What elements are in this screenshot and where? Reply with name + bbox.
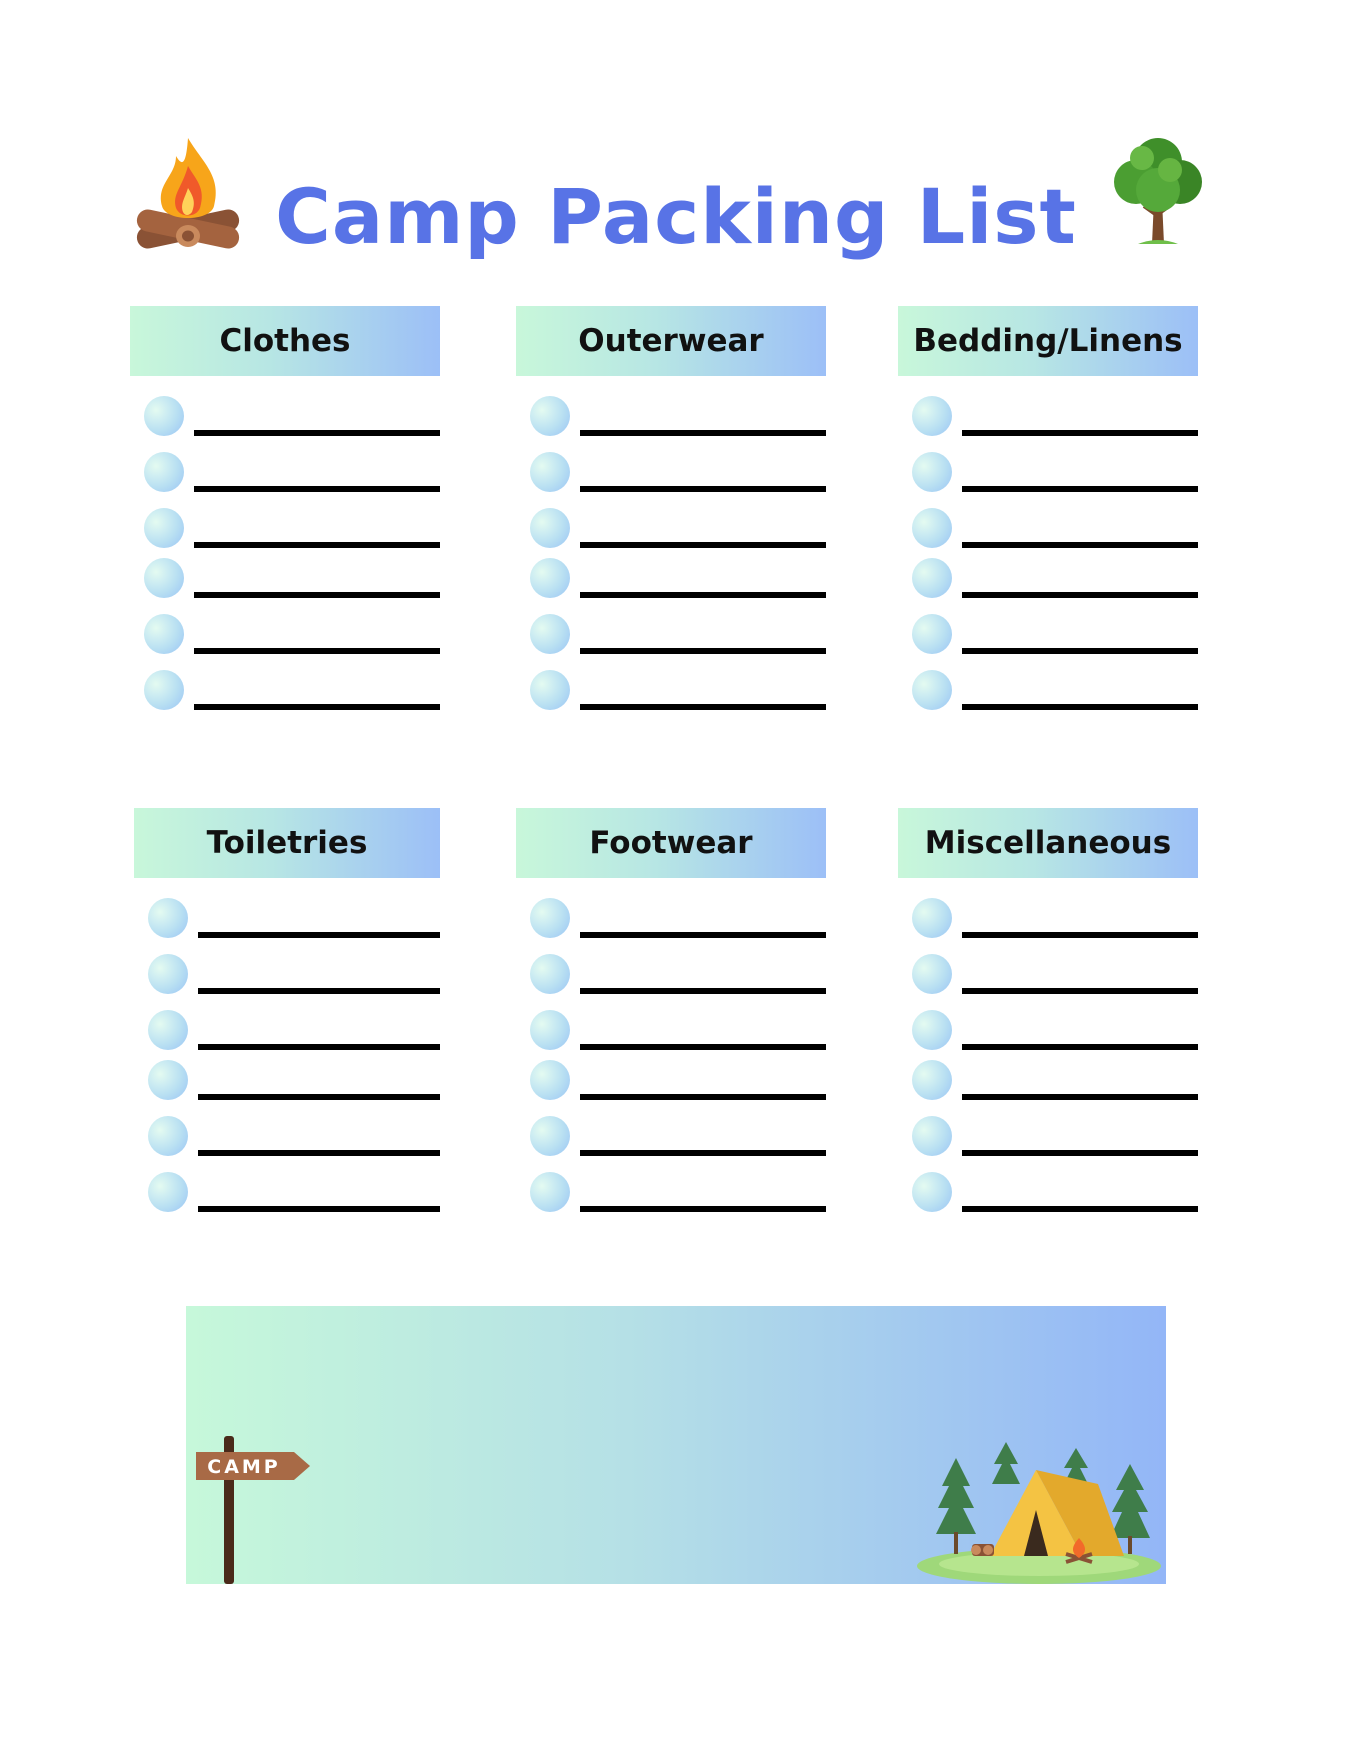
section-miscellaneous <box>898 808 1198 1220</box>
campfire-icon <box>132 132 244 252</box>
checkbox-circle[interactable] <box>144 614 184 654</box>
checklist-item[interactable] <box>130 394 440 450</box>
checklist-item[interactable] <box>898 450 1198 506</box>
notes-banner <box>186 1306 1166 1584</box>
section-title: Clothes <box>219 323 351 359</box>
checklist <box>516 394 826 718</box>
write-line[interactable] <box>580 542 826 548</box>
checkbox-circle[interactable] <box>530 954 570 994</box>
page-title: Camp Packing List <box>275 171 1077 261</box>
write-line[interactable] <box>580 430 826 436</box>
write-line[interactable] <box>962 704 1198 710</box>
checklist <box>130 394 440 718</box>
checkbox-circle[interactable] <box>530 396 570 436</box>
write-line[interactable] <box>580 1094 826 1100</box>
checklist-item[interactable] <box>516 556 826 612</box>
write-line[interactable] <box>198 1044 440 1050</box>
write-line[interactable] <box>962 1094 1198 1100</box>
checkbox-circle[interactable] <box>530 1116 570 1156</box>
checkbox-circle[interactable] <box>912 614 952 654</box>
write-line[interactable] <box>194 648 440 654</box>
checkbox-circle[interactable] <box>912 1060 952 1100</box>
checklist <box>134 896 440 1220</box>
section-header <box>516 306 826 376</box>
checklist-item[interactable] <box>516 612 826 668</box>
checklist-item[interactable] <box>516 1114 826 1170</box>
section-header <box>898 306 1198 376</box>
checklist-item[interactable] <box>130 668 440 718</box>
checkbox-circle[interactable] <box>530 614 570 654</box>
write-line[interactable] <box>962 592 1198 598</box>
checkbox-circle[interactable] <box>912 452 952 492</box>
checkbox-circle[interactable] <box>144 558 184 598</box>
checklist-item[interactable] <box>898 1058 1198 1114</box>
write-line[interactable] <box>580 1044 826 1050</box>
write-line[interactable] <box>580 704 826 710</box>
section-footwear <box>516 808 826 1220</box>
checkbox-circle[interactable] <box>144 508 184 548</box>
checkbox-circle[interactable] <box>912 1010 952 1050</box>
write-line[interactable] <box>198 988 440 994</box>
section-header <box>134 808 440 878</box>
checkbox-circle[interactable] <box>148 898 188 938</box>
write-line[interactable] <box>194 704 440 710</box>
checklist-item[interactable] <box>516 896 826 952</box>
checkbox-circle[interactable] <box>530 558 570 598</box>
checklist-item[interactable] <box>898 394 1198 450</box>
write-line[interactable] <box>198 1150 440 1156</box>
section-title: Bedding/Linens <box>913 323 1183 359</box>
checkbox-circle[interactable] <box>530 452 570 492</box>
section-header <box>516 808 826 878</box>
checklist-item[interactable] <box>516 1008 826 1058</box>
checklist-item[interactable] <box>898 506 1198 556</box>
section-title: Outerwear <box>578 323 764 359</box>
write-line[interactable] <box>962 1150 1198 1156</box>
checklist-item[interactable] <box>134 896 440 952</box>
checkbox-circle[interactable] <box>530 1060 570 1100</box>
checklist <box>516 896 826 1220</box>
checklist-item[interactable] <box>516 1170 826 1220</box>
checklist-item[interactable] <box>898 1170 1198 1220</box>
tent-forest-scene-icon <box>916 1414 1162 1584</box>
checklist-item[interactable] <box>134 1114 440 1170</box>
write-line[interactable] <box>580 1206 826 1212</box>
write-line[interactable] <box>580 1150 826 1156</box>
checklist-item[interactable] <box>516 1058 826 1114</box>
write-line[interactable] <box>580 648 826 654</box>
camp-sign-text: CAMP <box>207 1456 281 1478</box>
checklist-item[interactable] <box>516 506 826 556</box>
checkbox-circle[interactable] <box>912 508 952 548</box>
checklist-item[interactable] <box>134 952 440 1008</box>
checkbox-circle[interactable] <box>912 396 952 436</box>
checklist-item[interactable] <box>516 952 826 1008</box>
section-header <box>898 808 1198 878</box>
write-line[interactable] <box>198 1206 440 1212</box>
checklist-item[interactable] <box>130 506 440 556</box>
checkbox-circle[interactable] <box>144 452 184 492</box>
checkbox-circle[interactable] <box>530 1010 570 1050</box>
checkbox-circle[interactable] <box>912 1116 952 1156</box>
write-line[interactable] <box>962 1206 1198 1212</box>
checklist-item[interactable] <box>134 1170 440 1220</box>
write-line[interactable] <box>580 486 826 492</box>
checkbox-circle[interactable] <box>148 1116 188 1156</box>
write-line[interactable] <box>198 1094 440 1100</box>
checklist-item[interactable] <box>898 612 1198 668</box>
section-title: Footwear <box>589 825 753 861</box>
checkbox-circle[interactable] <box>148 954 188 994</box>
checkbox-circle[interactable] <box>530 508 570 548</box>
write-line[interactable] <box>194 542 440 548</box>
tree-icon <box>1108 136 1208 252</box>
checkbox-circle[interactable] <box>912 1172 952 1212</box>
checkbox-circle[interactable] <box>912 954 952 994</box>
checklist-item[interactable] <box>898 556 1198 612</box>
write-line[interactable] <box>962 486 1198 492</box>
section-clothes <box>130 306 440 718</box>
checklist-item[interactable] <box>898 668 1198 718</box>
section-header <box>130 306 440 376</box>
checklist-item[interactable] <box>898 952 1198 1008</box>
section-title: Toiletries <box>206 825 368 861</box>
checklist-item[interactable] <box>134 1058 440 1114</box>
checklist-item[interactable] <box>130 612 440 668</box>
checkbox-circle[interactable] <box>912 558 952 598</box>
write-line[interactable] <box>962 542 1198 548</box>
checklist-item[interactable] <box>516 394 826 450</box>
checkbox-circle[interactable] <box>148 1010 188 1050</box>
checklist-item[interactable] <box>898 896 1198 952</box>
checklist <box>898 896 1198 1220</box>
write-line[interactable] <box>580 988 826 994</box>
section-bedding-linens <box>898 306 1198 718</box>
checkbox-circle[interactable] <box>912 898 952 938</box>
checklist-item[interactable] <box>130 556 440 612</box>
checkbox-circle[interactable] <box>530 1172 570 1212</box>
write-line[interactable] <box>962 648 1198 654</box>
write-line[interactable] <box>194 486 440 492</box>
checkbox-circle[interactable] <box>148 1060 188 1100</box>
checklist-item[interactable] <box>130 450 440 506</box>
write-line[interactable] <box>962 932 1198 938</box>
checkbox-circle[interactable] <box>912 670 952 710</box>
checklist-item[interactable] <box>898 1008 1198 1058</box>
checkbox-circle[interactable] <box>144 396 184 436</box>
section-outerwear <box>516 306 826 718</box>
checkbox-circle[interactable] <box>530 670 570 710</box>
write-line[interactable] <box>194 430 440 436</box>
write-line[interactable] <box>962 988 1198 994</box>
write-line[interactable] <box>962 430 1198 436</box>
checklist-item[interactable] <box>516 668 826 718</box>
checkbox-circle[interactable] <box>530 898 570 938</box>
checklist-item[interactable] <box>516 450 826 506</box>
section-title: Miscellaneous <box>924 825 1172 861</box>
write-line[interactable] <box>580 932 826 938</box>
write-line[interactable] <box>580 592 826 598</box>
checkbox-circle[interactable] <box>144 670 184 710</box>
checkbox-circle[interactable] <box>148 1172 188 1212</box>
write-line[interactable] <box>962 1044 1198 1050</box>
section-toiletries <box>134 808 440 1220</box>
write-line[interactable] <box>198 932 440 938</box>
checklist-item[interactable] <box>898 1114 1198 1170</box>
checklist <box>898 394 1198 718</box>
write-line[interactable] <box>194 592 440 598</box>
checklist-item[interactable] <box>134 1008 440 1058</box>
camp-signpost-icon <box>194 1430 314 1584</box>
